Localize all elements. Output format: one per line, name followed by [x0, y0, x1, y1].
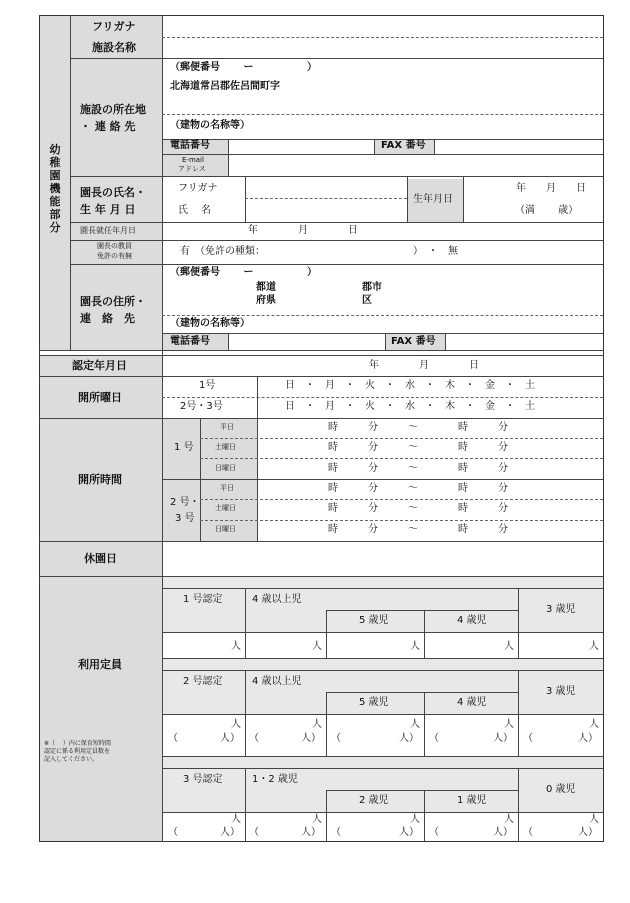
unit: 人: [231, 814, 241, 825]
daytype-saturday: 土曜日: [215, 443, 236, 451]
daytype-sunday: 日曜日: [215, 464, 236, 472]
age5-label: 5 歳児: [359, 697, 389, 708]
open-days-row1-label: 1号: [199, 380, 216, 391]
city-2: 区: [362, 295, 372, 306]
director-name-label-1: 園長の氏名・: [80, 186, 146, 199]
license-close: ） ・ 無: [413, 246, 458, 257]
age4-label: 4 歳児: [457, 615, 487, 626]
open-days-row1: 日 ・ 月 ・ 火 ・ 水 ・ 木 ・ 金 ・ 土: [285, 380, 535, 391]
building-name-label: （建物の名称等）: [170, 120, 250, 131]
section-char: 能: [49, 195, 61, 208]
unit: 人: [589, 814, 599, 825]
section-char: 分: [49, 221, 61, 234]
open-days-row2: 日 ・ 月 ・ 火 ・ 水 ・ 木 ・ 金 ・ 土: [285, 401, 535, 412]
age4-label: 4 歳児: [457, 697, 487, 708]
prefecture-2: 府県: [256, 295, 276, 306]
age4plus-label: 4 歳以上児: [252, 594, 302, 605]
section-char: 稚: [49, 156, 61, 169]
section-char: 機: [49, 182, 61, 195]
certified-date: 年 月 日: [369, 360, 479, 371]
unit: 人: [504, 641, 514, 652]
director-address-label-2: 連 絡 先: [80, 312, 135, 325]
building-name-label-2: （建物の名称等）: [170, 318, 250, 329]
license-text: 有 （免許の種類：: [180, 246, 265, 257]
section-label-vertical: [47, 143, 63, 234]
email-label-1: E-mail: [182, 156, 204, 164]
fax-label: FAX 番号: [381, 140, 426, 151]
unit: 人: [231, 641, 241, 652]
license-label-1: 園長の教員: [97, 242, 132, 250]
furigana-label: フリガナ: [92, 20, 136, 33]
paren-close: 人）: [220, 733, 240, 744]
prefecture-1: 都道: [256, 282, 276, 293]
paren-close: 人）: [578, 827, 598, 838]
hours-group-1: 1 号: [174, 442, 194, 453]
paren-close: 人）: [399, 827, 419, 838]
section-char: 幼: [49, 143, 61, 156]
unit: 人: [410, 814, 420, 825]
director-address-label-1: 園長の住所・: [80, 295, 146, 308]
time-row: 時 分 ～ 時 分: [328, 422, 508, 433]
section-char: 部: [49, 208, 61, 221]
unit: 人: [589, 719, 599, 730]
daytype-saturday: 土曜日: [215, 504, 236, 512]
postal-code-line: （郵便番号 ー ）: [170, 62, 317, 73]
name-label: 氏 名: [178, 205, 212, 216]
certified-date-label: 認定年月日: [72, 359, 127, 372]
daytype-weekday: 平日: [220, 484, 234, 492]
fax2-label: FAX 番号: [391, 336, 436, 347]
paren-open: （: [249, 827, 259, 838]
paren-close: 人）: [301, 733, 321, 744]
open-days-row2-label: 2号・3号: [180, 401, 223, 412]
capacity-note-line: 認定に係る利用定員数を: [44, 748, 111, 755]
unit: 人: [231, 719, 241, 730]
time-row: 時 分 ～ 時 分: [328, 503, 508, 514]
paren-open: （: [523, 827, 533, 838]
time-row: 時 分 ～ 時 分: [328, 463, 508, 474]
section-char: 園: [49, 169, 61, 182]
birth-age: （満 歳）: [515, 205, 579, 216]
address-label-line2: ・ 連 絡 先: [80, 120, 136, 133]
unit: 人: [410, 641, 420, 652]
capacity-note-line: 記入してください。: [44, 756, 99, 763]
unit: 人: [312, 641, 322, 652]
unit: 人: [312, 814, 322, 825]
paren-open: （: [331, 827, 341, 838]
paren-open: （: [429, 827, 439, 838]
paren-open: （: [331, 733, 341, 744]
daytype-sunday: 日曜日: [215, 525, 236, 533]
birth-ymd: 年 月 日: [516, 183, 586, 194]
closed-days-label: 休園日: [84, 552, 117, 565]
paren-open: （: [168, 733, 178, 744]
paren-close: 人）: [493, 827, 513, 838]
paren-close: 人）: [399, 733, 419, 744]
time-row: 時 分 ～ 時 分: [328, 483, 508, 494]
unit: 人: [504, 719, 514, 730]
director-name-label-2: 生 年 月 日: [80, 203, 136, 216]
paren-close: 人）: [220, 827, 240, 838]
facility-name-label: 施設名称: [92, 41, 136, 54]
age0-label: 0 歳児: [546, 784, 576, 795]
paren-open: （: [168, 827, 178, 838]
city-1: 郡市: [362, 282, 382, 293]
appointed-label: 園長就任年月日: [80, 226, 136, 235]
unit: 人: [410, 719, 420, 730]
furigana2-label: フリガナ: [178, 183, 218, 194]
postal-code-line-2: （郵便番号 ー ）: [170, 267, 317, 278]
paren-close: 人）: [493, 733, 513, 744]
time-row: 時 分 ～ 時 分: [328, 442, 508, 453]
unit: 人: [589, 641, 599, 652]
address-prefix: 北海道常呂郡佐呂間町字: [170, 81, 280, 92]
birthdate-label: 生年月日: [413, 194, 453, 205]
paren-close: 人）: [301, 827, 321, 838]
capacity-label: 利用定員: [78, 658, 122, 671]
capacity-note-line: ※（ ）内に保育短時間: [44, 740, 111, 747]
appointed-date: 年 月 日: [248, 225, 358, 236]
age4plus-label: 4 歳以上児: [252, 676, 302, 687]
age5-label: 5 歳児: [359, 615, 389, 626]
open-hours-label: 開所時間: [78, 473, 122, 486]
cert2-label: 2 号認定: [183, 676, 223, 687]
paren-close: 人）: [578, 733, 598, 744]
unit: 人: [504, 814, 514, 825]
age3-label: 3 歳児: [546, 604, 576, 615]
paren-open: （: [429, 733, 439, 744]
open-days-label: 開所曜日: [78, 391, 122, 404]
age2-label: 2 歳児: [359, 795, 389, 806]
address-label-line1: 施設の所在地: [80, 103, 146, 116]
age1-label: 1 歳児: [457, 795, 487, 806]
email-label-2: アドレス: [178, 165, 206, 173]
cert1-label: 1 号認定: [183, 594, 223, 605]
tel2-label: 電話番号: [170, 336, 210, 347]
age12-label: 1・2 歳児: [252, 774, 298, 785]
license-label-2: 免許の有無: [97, 252, 132, 260]
hours-group-2-line1: 2 号・: [170, 497, 200, 508]
paren-open: （: [523, 733, 533, 744]
tel-label: 電話番号: [170, 140, 210, 151]
paren-open: （: [249, 733, 259, 744]
age3-label: 3 歳児: [546, 686, 576, 697]
daytype-weekday: 平日: [220, 423, 234, 431]
hours-group-2-line2: 3 号: [175, 513, 195, 524]
capacity-note: [44, 740, 111, 764]
cert3-label: 3 号認定: [183, 774, 223, 785]
unit: 人: [312, 719, 322, 730]
time-row: 時 分 ～ 時 分: [328, 524, 508, 535]
